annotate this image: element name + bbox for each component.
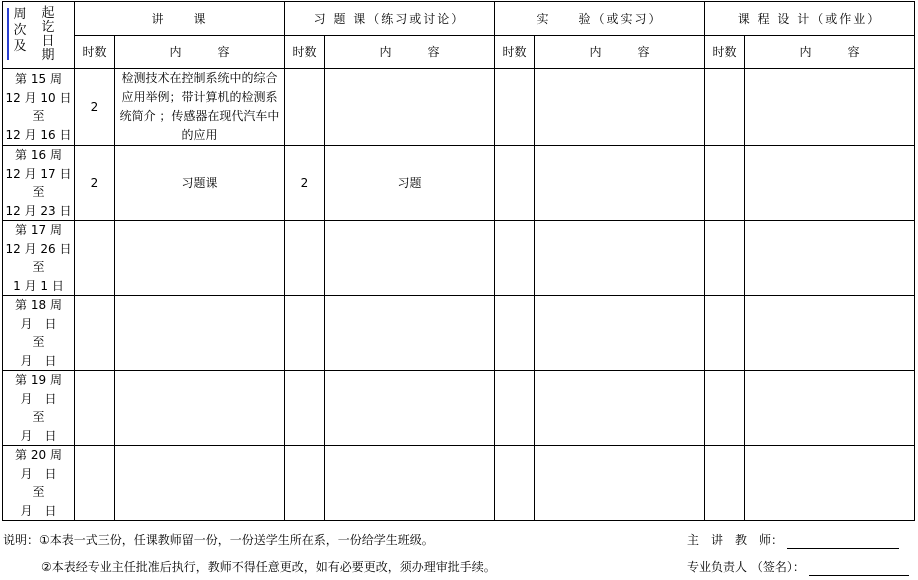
lecture-content-cell: 检测技术在控制系统中的综合应用举例；带计算机的检测系统简介 ；传感器在现代汽车中的应用 xyxy=(115,69,285,146)
corner-char: 起 xyxy=(41,6,55,21)
exercise-content-cell xyxy=(325,446,495,521)
director-signature-blank xyxy=(809,563,909,576)
lab-content-header: 内 容 xyxy=(535,36,705,69)
week-date-cell xyxy=(3,446,75,521)
lecture-content-cell xyxy=(115,221,285,296)
week-number: 第 15 周 xyxy=(15,72,62,86)
date-separator: 至 xyxy=(32,485,45,499)
lab-content-cell xyxy=(535,146,705,221)
start-date: 12 月 17 日 xyxy=(5,166,72,181)
week-number: 第 16 周 xyxy=(15,148,62,162)
lab-hours-cell xyxy=(495,296,535,371)
start-date: 月 日 xyxy=(20,391,57,406)
header-row-sub xyxy=(3,36,915,69)
start-date: 12 月 10 日 xyxy=(5,90,72,105)
date-separator: 至 xyxy=(32,109,45,123)
start-date: 12 月 26 日 xyxy=(5,241,72,256)
note-line-2: ②本表经专业主任批准后执行，教师不得任意更改，如有必要更改，须办理审批手续。 xyxy=(41,560,496,574)
corner-char: 期 xyxy=(41,48,55,63)
lecture-content-header: 内 容 xyxy=(115,36,285,69)
header-row-main xyxy=(3,2,915,36)
exercise-content-cell xyxy=(325,371,495,446)
week-date-cell xyxy=(3,296,75,371)
lab-hours-cell xyxy=(495,221,535,296)
week-date-cell xyxy=(3,69,75,146)
corner-char: 日 xyxy=(41,34,55,49)
design-content-cell xyxy=(745,446,915,521)
corner-marker xyxy=(7,8,12,60)
corner-week-label xyxy=(13,7,27,55)
design-content-cell xyxy=(745,371,915,446)
exercise-hours-cell xyxy=(285,296,325,371)
design-content-cell xyxy=(745,296,915,371)
director-signature-field xyxy=(687,558,909,576)
exercise-content-cell xyxy=(325,69,495,146)
week-date-corner-header xyxy=(3,2,75,69)
design-hours-cell xyxy=(705,221,745,296)
table-row xyxy=(3,221,915,296)
week-number: 第 20 周 xyxy=(15,448,62,462)
design-content-header: 内 容 xyxy=(745,36,915,69)
corner-char: 周 xyxy=(13,7,27,22)
design-header: 课 程 设 计（或作业） xyxy=(705,2,915,36)
lecture-content-cell: 习题课 xyxy=(115,146,285,221)
date-separator: 至 xyxy=(32,410,45,424)
lecture-hours-cell: 2 xyxy=(75,69,115,146)
lecture-content-cell xyxy=(115,296,285,371)
exercise-hours-cell xyxy=(285,371,325,446)
date-separator: 至 xyxy=(32,185,45,199)
design-content-cell xyxy=(745,221,915,296)
lecture-content-cell xyxy=(115,371,285,446)
exercise-hours-cell: 2 xyxy=(285,146,325,221)
exercise-content-cell xyxy=(325,221,495,296)
start-date: 月 日 xyxy=(20,316,57,331)
corner-char: 及 xyxy=(13,39,27,54)
lab-content-cell xyxy=(535,371,705,446)
design-hours-cell xyxy=(705,296,745,371)
director-signature-label: 专业负责人 （签名）： xyxy=(687,560,805,574)
end-date: 1 月 1 日 xyxy=(13,278,64,293)
lecture-hours-header: 时数 xyxy=(75,36,115,69)
week-number: 第 19 周 xyxy=(15,373,62,387)
teacher-signature-field xyxy=(687,531,899,549)
table-row xyxy=(3,371,915,446)
corner-char: 次 xyxy=(13,23,27,38)
week-date-cell xyxy=(3,371,75,446)
week-number: 第 18 周 xyxy=(15,298,62,312)
table-row xyxy=(3,69,915,146)
end-date: 12 月 16 日 xyxy=(5,127,72,142)
corner-char: 讫 xyxy=(41,20,55,35)
design-content-cell xyxy=(745,146,915,221)
lab-hours-cell xyxy=(495,69,535,146)
lecture-header: 讲 课 xyxy=(75,2,285,36)
exercise-content-cell xyxy=(325,296,495,371)
lecture-hours-cell xyxy=(75,446,115,521)
lecture-hours-cell: 2 xyxy=(75,146,115,221)
exercise-content-header: 内 容 xyxy=(325,36,495,69)
lab-hours-cell xyxy=(495,446,535,521)
design-hours-cell xyxy=(705,146,745,221)
week-date-cell xyxy=(3,221,75,296)
note-line-1: 说明：①本表一式三份，任课教师留一份，一份送学生所在系，一份给学生班级。 xyxy=(3,533,434,547)
course-schedule-table xyxy=(2,1,915,521)
week-date-cell xyxy=(3,146,75,221)
end-date: 12 月 23 日 xyxy=(5,203,72,218)
date-separator: 至 xyxy=(32,335,45,349)
table-row xyxy=(3,446,915,521)
design-hours-header: 时数 xyxy=(705,36,745,69)
lab-content-cell xyxy=(535,296,705,371)
lab-hours-header: 时数 xyxy=(495,36,535,69)
design-content-cell xyxy=(745,69,915,146)
week-number: 第 17 周 xyxy=(15,223,62,237)
date-separator: 至 xyxy=(32,260,45,274)
lecture-hours-cell xyxy=(75,221,115,296)
end-date: 月 日 xyxy=(20,428,57,443)
lecture-hours-cell xyxy=(75,371,115,446)
exercise-hours-cell xyxy=(285,221,325,296)
design-hours-cell xyxy=(705,446,745,521)
exercise-hours-cell xyxy=(285,446,325,521)
lab-content-cell xyxy=(535,446,705,521)
corner-date-label xyxy=(41,7,55,63)
exercise-content-cell: 习题 xyxy=(325,146,495,221)
end-date: 月 日 xyxy=(20,353,57,368)
exercise-hours-cell xyxy=(285,69,325,146)
teacher-signature-blank xyxy=(787,536,899,549)
exercise-hours-header: 时数 xyxy=(285,36,325,69)
design-hours-cell xyxy=(705,69,745,146)
lab-content-cell xyxy=(535,221,705,296)
lecture-content-cell xyxy=(115,446,285,521)
lab-header: 实 验（或实习） xyxy=(495,2,705,36)
start-date: 月 日 xyxy=(20,466,57,481)
table-row xyxy=(3,146,915,221)
end-date: 月 日 xyxy=(20,503,57,518)
lab-hours-cell xyxy=(495,146,535,221)
lab-content-cell xyxy=(535,69,705,146)
lecture-hours-cell xyxy=(75,296,115,371)
table-row xyxy=(3,296,915,371)
teacher-signature-label: 主 讲 教 师： xyxy=(687,533,784,547)
design-hours-cell xyxy=(705,371,745,446)
lab-hours-cell xyxy=(495,371,535,446)
exercise-header: 习 题 课（练习或讨论） xyxy=(285,2,495,36)
